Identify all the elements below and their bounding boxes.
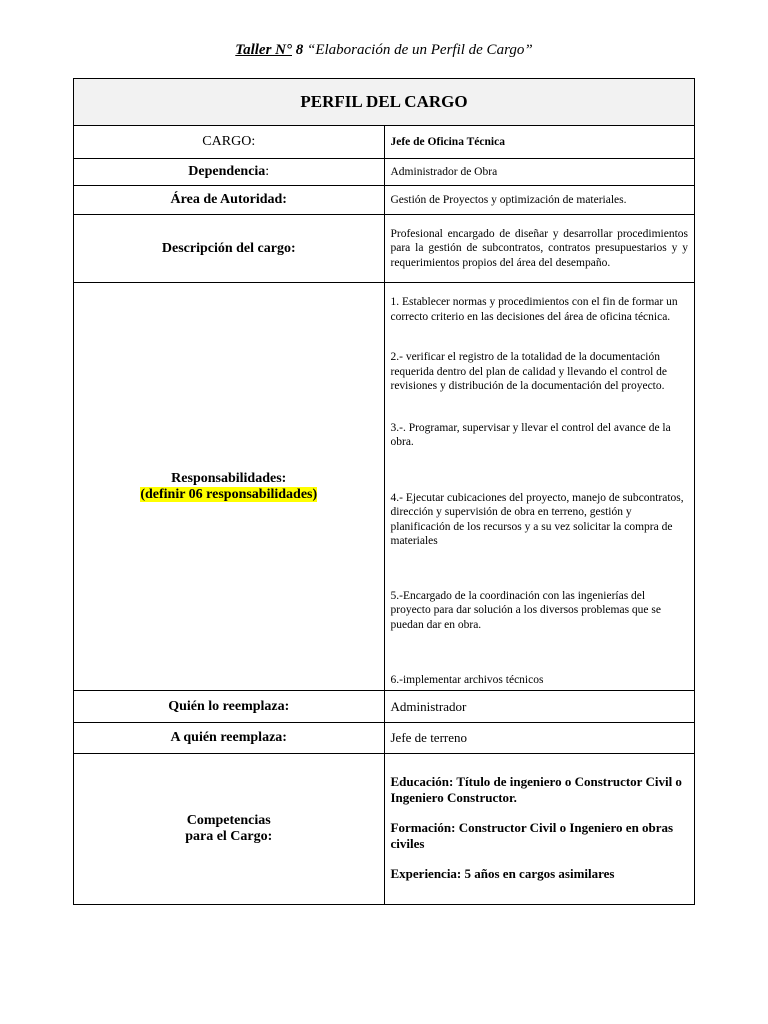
competencia-educacion: Educación: Título de ingeniero o Constructor Civil o Ingeniero Constructor.: [390, 774, 682, 805]
row-reemplaza-a: [74, 723, 695, 754]
table-header: PERFIL DEL CARGO: [74, 79, 695, 126]
list-item: 1. Establecer normas y procedimientos con el fin de formar un correcto criterio en las decisiones del área de oficina técnica.: [390, 296, 678, 323]
label-competencias-line2: para el Cargo:: [185, 829, 273, 844]
value-cargo: Jefe de Oficina Técnica: [384, 126, 695, 159]
row-descripcion: [74, 215, 695, 283]
label-reemplaza-a-text: A quién reemplaza:: [170, 730, 287, 745]
list-item: 4.- Ejecutar cubicaciones del proyecto, manejo de subcontratos, dirección y supervisión de obra en terreno, gestión y planificación de los recursos y a su vez solicitar la compra de materiales: [390, 491, 684, 547]
competencia-formacion: Formación: Constructor Civil o Ingeniero en obras civiles: [390, 820, 674, 851]
competencia-experiencia: Experiencia: 5 años en cargos asimilares: [390, 866, 615, 881]
row-responsabilidades: [74, 283, 695, 691]
document-title: [0, 42, 768, 59]
row-area: [74, 186, 695, 215]
value-reemplazado-por: Administrador: [384, 691, 695, 723]
row-cargo: [74, 126, 695, 159]
label-cargo-suffix: :: [251, 134, 256, 149]
label-cargo-text: CARGO: [202, 134, 252, 149]
label-descripcion: [74, 215, 385, 283]
label-area: [74, 186, 385, 215]
title-number: 8: [292, 42, 304, 58]
label-competencias-line1: Competencias: [186, 813, 271, 828]
list-item: 6.-implementar archivos técnicos: [390, 674, 544, 686]
label-reemplaza-a: [74, 723, 385, 754]
value-responsabilidades: [384, 283, 695, 691]
row-reemplazado-por: [74, 691, 695, 723]
perfil-table: [73, 78, 695, 905]
highlighted-note: (definir 06 responsabilidades): [140, 486, 318, 502]
label-descripcion-text: Descripción del cargo:: [161, 240, 296, 256]
header-row: [74, 79, 695, 126]
title-rest: “Elaboración de un Perfil de Cargo”: [303, 42, 533, 58]
row-dependencia: [74, 159, 695, 186]
label-area-text: Área de Autoridad:: [170, 192, 287, 207]
value-competencias: [384, 754, 695, 905]
row-competencias: [74, 754, 695, 905]
label-responsabilidades-text: Responsabilidades:: [171, 470, 287, 486]
responsibilities-list: [391, 283, 689, 688]
value-reemplaza-a: Jefe de terreno: [384, 723, 695, 754]
label-responsabilidades: [74, 283, 385, 691]
value-dependencia: Administrador de Obra: [384, 159, 695, 186]
list-item: 2.- verificar el registro de la totalidad de la documentación requerida dentro del plan de calidad y llevando el control de revisiones y distribución de la documentación del proyecto.: [390, 351, 668, 392]
label-dependencia-text: Dependencia: [188, 164, 266, 179]
value-area: Gestión de Proyectos y optimización de materiales.: [384, 186, 695, 215]
label-reemplazado-por-text: Quién lo reemplaza:: [168, 698, 290, 714]
label-dependencia: [74, 159, 385, 186]
value-descripcion: Profesional encargado de diseñar y desarrollar procedimientos para la gestión de subcontratos, contratos presupuestarios y y requerimientos propios del área del desempaño.: [384, 215, 695, 283]
list-item: 5.-Encargado de la coordinación con las ingenierías del proyecto para dar solución a los diversos problemas que se puedan dar en obra.: [390, 589, 661, 631]
label-cargo: [74, 126, 385, 159]
list-item: 3.-. Programar, supervisar y llevar el control del avance de la obra.: [390, 421, 671, 448]
label-competencias: [74, 754, 385, 905]
label-reemplazado-por: [74, 691, 385, 723]
title-prefix: Taller N°: [235, 42, 292, 58]
label-dependencia-suffix: :: [265, 164, 270, 179]
